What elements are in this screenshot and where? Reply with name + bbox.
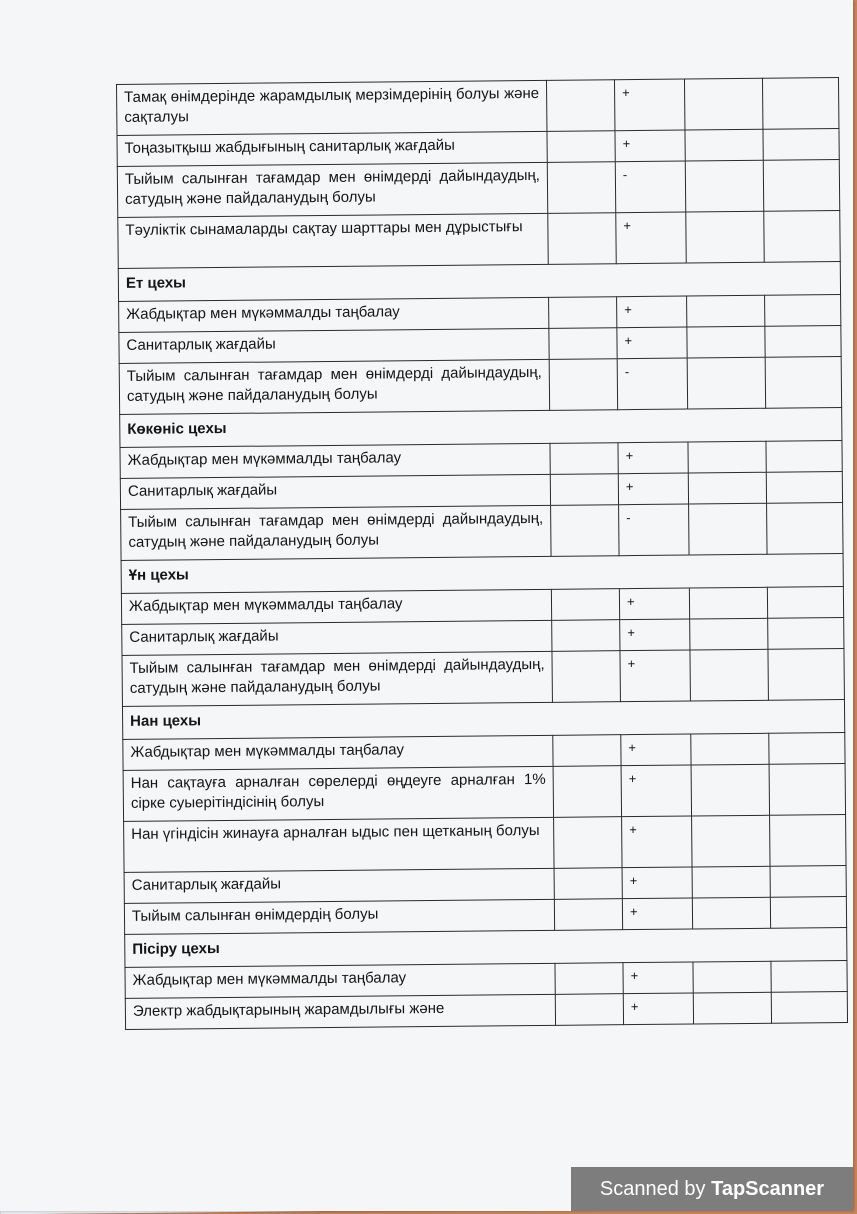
section-title: Пісіру цехы (125, 928, 847, 968)
empty-cell (768, 618, 844, 650)
empty-cell (547, 162, 615, 214)
empty-cell (770, 815, 846, 867)
criterion-label: Нан үгіндісін жинауға арналған ыдыс пен щетканың болуы (124, 817, 554, 872)
assessment-mark: + (622, 867, 692, 899)
empty-cell (555, 963, 623, 995)
assessment-mark: + (620, 650, 690, 702)
empty-cell (687, 295, 765, 327)
assessment-mark: - (617, 358, 687, 410)
assessment-mark: + (621, 765, 691, 817)
checklist-row (122, 649, 844, 707)
empty-cell (771, 961, 847, 993)
criterion-label: Нан сақтауға арналған сөрелерді өңдеуге арналған 1% сірке суыерітіндісінің болуы (123, 766, 553, 821)
empty-cell (685, 129, 763, 161)
scanner-prefix: Scanned by (599, 1178, 712, 1200)
empty-cell (550, 443, 618, 475)
section-title: Көкөніс цехы (120, 408, 842, 448)
section-title: Ет цехы (118, 262, 840, 302)
criterion-label: Тыйым салынған тағамдар мен өнімдерді дайындаудың, сатудың және пайдаланудың болуы (122, 651, 552, 706)
empty-cell (762, 78, 838, 130)
checklist-row (117, 160, 839, 218)
empty-cell (553, 766, 621, 818)
empty-cell (769, 733, 845, 765)
empty-cell (766, 472, 842, 504)
criterion-label: Тыйым салынған тағамдар мен өнімдерді дайындаудың, сатудың және пайдаланудың болуы (121, 505, 551, 560)
empty-cell (765, 295, 841, 327)
assessment-mark: + (622, 898, 692, 930)
empty-cell (546, 80, 614, 132)
criterion-label: Жабдықтар мен мүкәммалды таңбалау (125, 963, 555, 998)
empty-cell (549, 328, 617, 360)
criterion-label: Тыйым салынған тағамдар мен өнімдерді дайындаудың, сатудың және пайдаланудың болуы (117, 162, 547, 217)
assessment-mark: + (621, 734, 691, 766)
empty-cell (688, 472, 766, 504)
empty-cell (554, 899, 622, 931)
assessment-mark: + (623, 993, 693, 1025)
empty-cell (689, 587, 767, 619)
empty-cell (687, 326, 765, 358)
assessment-mark: - (615, 161, 685, 213)
empty-cell (548, 213, 616, 265)
criterion-label: Электр жабдықтарының жарамдылығы және (125, 994, 555, 1029)
criterion-label: Санитарлық жағдайы (120, 474, 550, 509)
empty-cell (771, 992, 847, 1024)
checklist-row (118, 211, 840, 269)
assessment-mark: + (617, 296, 687, 328)
checklist-row (125, 992, 847, 1030)
assessment-mark: + (615, 130, 685, 162)
empty-cell (690, 618, 768, 650)
empty-cell (686, 211, 764, 263)
criterion-label: Санитарлық жағдайы (122, 620, 552, 655)
empty-cell (550, 474, 618, 506)
assessment-mark: + (619, 588, 689, 620)
checklist-row (124, 815, 846, 873)
empty-cell (763, 129, 839, 161)
empty-cell (690, 649, 768, 701)
empty-cell (693, 992, 771, 1024)
empty-cell (767, 503, 843, 555)
assessment-mark: + (623, 962, 693, 994)
criterion-label: Тыйым салынған өнімдердің болуы (124, 899, 554, 934)
empty-cell (691, 764, 769, 816)
empty-cell (555, 994, 623, 1026)
scanner-brand: TapScanner (711, 1178, 825, 1200)
empty-cell (770, 897, 846, 929)
criterion-label: Жабдықтар мен мүкәммалды таңбалау (119, 297, 549, 332)
criterion-label: Тоңазытқыш жабдығының санитарлық жағдайы (117, 131, 547, 166)
empty-cell (547, 131, 615, 163)
checklist-row (121, 503, 843, 561)
checklist-row (123, 764, 845, 822)
checklist-table (116, 77, 848, 1030)
empty-cell (552, 620, 620, 652)
empty-cell (553, 735, 621, 767)
empty-cell (549, 359, 617, 411)
empty-cell (770, 866, 846, 898)
assessment-mark: + (620, 619, 690, 651)
assessment-mark: - (619, 504, 689, 556)
empty-cell (551, 505, 619, 557)
section-title: Нан цехы (122, 700, 844, 740)
empty-cell (764, 211, 840, 263)
checklist-body (117, 78, 848, 1030)
empty-cell (552, 651, 620, 703)
criterion-label: Санитарлық жағдайы (124, 868, 554, 903)
empty-cell (767, 587, 843, 619)
empty-cell (687, 357, 765, 409)
criterion-label: Жабдықтар мен мүкәммалды таңбалау (120, 443, 550, 478)
empty-cell (768, 649, 844, 701)
checklist-row (119, 357, 841, 415)
empty-cell (692, 897, 770, 929)
assessment-mark: + (618, 442, 688, 474)
checklist-row (117, 78, 839, 136)
empty-cell (549, 297, 617, 329)
empty-cell (693, 961, 771, 993)
empty-cell (765, 326, 841, 358)
section-title: Ұн цехы (121, 554, 843, 594)
criterion-label: Жабдықтар мен мүкәммалды таңбалау (123, 735, 553, 770)
criterion-label: Санитарлық жағдайы (119, 328, 549, 363)
empty-cell (692, 866, 770, 898)
empty-cell (763, 160, 839, 212)
assessment-mark: + (617, 327, 687, 359)
assessment-mark: + (622, 816, 692, 868)
criterion-label: Тыйым салынған тағамдар мен өнімдерді дайындаудың, сатудың және пайдаланудың болуы (119, 359, 549, 414)
empty-cell (554, 868, 622, 900)
empty-cell (685, 160, 763, 212)
empty-cell (691, 733, 769, 765)
empty-cell (688, 441, 766, 473)
empty-cell (765, 357, 841, 409)
empty-cell (684, 78, 762, 130)
empty-cell (554, 817, 622, 869)
criterion-label: Тәуліктік сынамаларды сақтау шарттары мен дұрыстығы (118, 213, 548, 268)
empty-cell (692, 815, 770, 867)
criterion-label: Жабдықтар мен мүкәммалды таңбалау (121, 589, 551, 624)
scanner-watermark (571, 1167, 853, 1211)
assessment-mark: + (618, 473, 688, 505)
assessment-mark: + (616, 212, 686, 264)
checklist-sheet (116, 77, 847, 1030)
empty-cell (766, 441, 842, 473)
assessment-mark: + (614, 79, 684, 131)
empty-cell (551, 589, 619, 621)
criterion-label: Тамақ өнімдерінде жарамдылық мерзімдерінің болуы және сақталуы (117, 80, 547, 135)
empty-cell (769, 764, 845, 816)
empty-cell (689, 503, 767, 555)
